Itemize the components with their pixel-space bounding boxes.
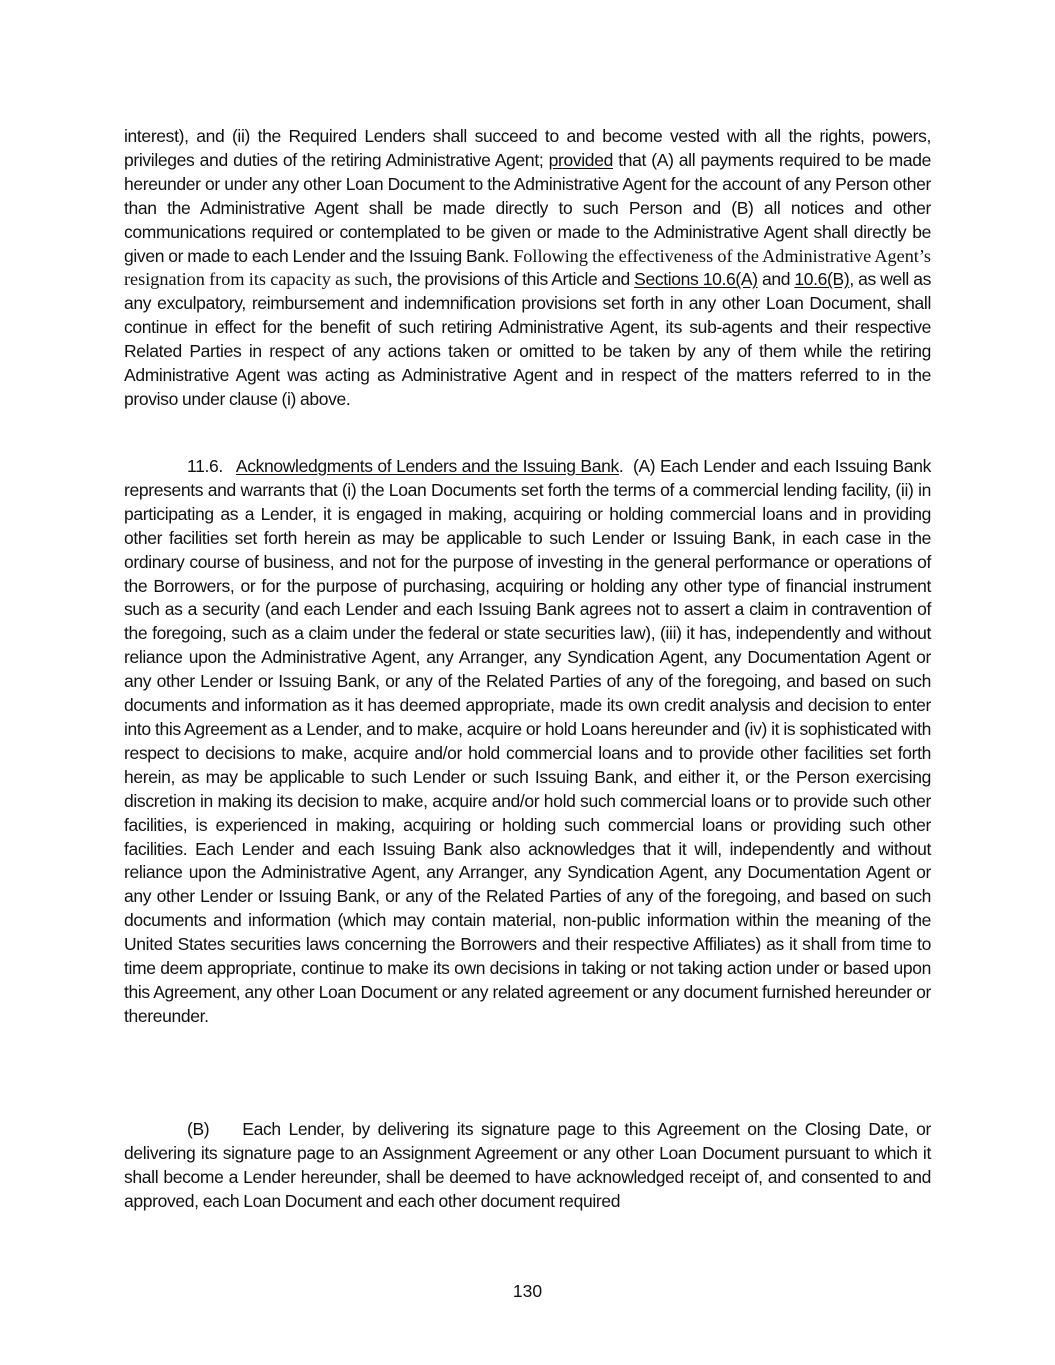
section-reference-10-6b: 10.6(B) — [794, 269, 850, 290]
page-number: 130 — [512, 1281, 543, 1301]
text-run: that (A) all payments required to be made hereunder or under any other Loan Document to the Administrative Agent for the account of any Person other than the Administrative Agent shall be made directly to such Person and (B) all notices and other communications required or contemplated to be given or made to the Administrative Agent shall directly be given or made to each Lender and the Issuing Bank. — [124, 149, 932, 266]
text-run: and — [761, 269, 791, 290]
paragraph-b-body: Each Lender, by delivering its signature page to this Agreement on the Closing Date, or delivering its signature page to an Assignment Agreement or any other Loan Document pursuant to which it shall become a Lender hereunder, shall be deemed to have acknowledged receipt of, and consented to and approved, each Loan Document and each other document required — [124, 1119, 931, 1211]
heading-period: . — [618, 456, 624, 476]
section-heading: Acknowledgments of Lenders and the Issuing Bank — [235, 456, 619, 476]
text-run-serif: Following the effectiveness of the Administrative Agent’s resignation from its capacity as such, — [124, 245, 931, 290]
paragraph-b-label: (B) — [187, 1119, 210, 1139]
text-run: interest), and (ii) the Required Lenders shall succeed to and become vested with all the rights, powers, privileges and duties of the retiring Administrative Agent; — [124, 126, 931, 170]
paragraph-successor-agent — [124, 125, 931, 412]
provided-term: provided — [548, 149, 613, 170]
section-body: (A) Each Lender and each Issuing Bank represents and warrants that (i) the Loan Documents set forth the terms of a commercial lending facility, (ii) in participating as a Lender, it is engaged in making, acquiring or holding commercial loans and in providing other facilities set forth herein as may be applicable to such Lender or Issuing Bank, in each case in the ordinary course of business, and not for the purpose of investing in the general performance or operations of the Borrowers, or for the purpose of purchasing, acquiring or holding any other type of financial instrument such as a security (and each Lender and each Issuing Bank agrees not to assert a claim in contravention of the foregoing, such as a claim under the federal or state securities law), (iii) it has, independently and without reliance upon the Administrative Agent, any Arranger, any Syndication Agent, any Documentation Agent or any other Lender or Issuing Bank, or any of the Related Parties of any of the foregoing, and based on such documents and information as it has deemed appropriate, made its own credit analysis and decision to enter into this Agreement as a Lender, and to make, acquire or hold Loans hereunder and (iv) it is sophisticated with respect to decisions to make, acquire and/or hold commercial loans and to provide other facilities set forth herein, as may be applicable to such Lender or such Issuing Bank, and either it, or the Person exercising discretion in making its decision to make, acquire and/or hold such commercial loans or to provide such other facilities, is experienced in making, acquiring or holding such commercial loans or providing such other facilities. Each Lender and each Issuing Bank also acknowledges that it will, independently and without reliance upon the Administrative Agent, any Arranger, any Syndication Agent, any Documentation Agent or any other Lender or Issuing Bank, or any of the Related Parties of any of the foregoing, and based on such documents and information (which may contain material, non-public information within the meaning of the United States securities laws concerning the Borrowers and their respective Affiliates) as it shall from time to time deem appropriate, continue to make its own decisions in taking or not taking action under or based upon this Agreement, any other Loan Document or any related agreement or any document furnished hereunder or thereunder. — [124, 456, 931, 1026]
paragraph-b — [124, 1118, 931, 1214]
text-run: , as well as any exculpatory, reimbursement and indemnification provisions set forth in any other Loan Document, shall continue in effect for the benefit of such retiring Administrative Agent, its sub-agents and their respective Related Parties in respect of any actions taken or omitted to be taken by any of them while the retiring Administrative Agent was acting as Administrative Agent and in respect of the matters referred to in the proviso under clause (i) above. — [124, 269, 931, 409]
section-11-6-paragraph — [124, 455, 931, 1029]
section-number: 11.6. — [187, 456, 223, 476]
text-run: the provisions of this Article and — [396, 269, 630, 290]
section-reference-10-6a: Sections 10.6(A) — [634, 269, 758, 290]
